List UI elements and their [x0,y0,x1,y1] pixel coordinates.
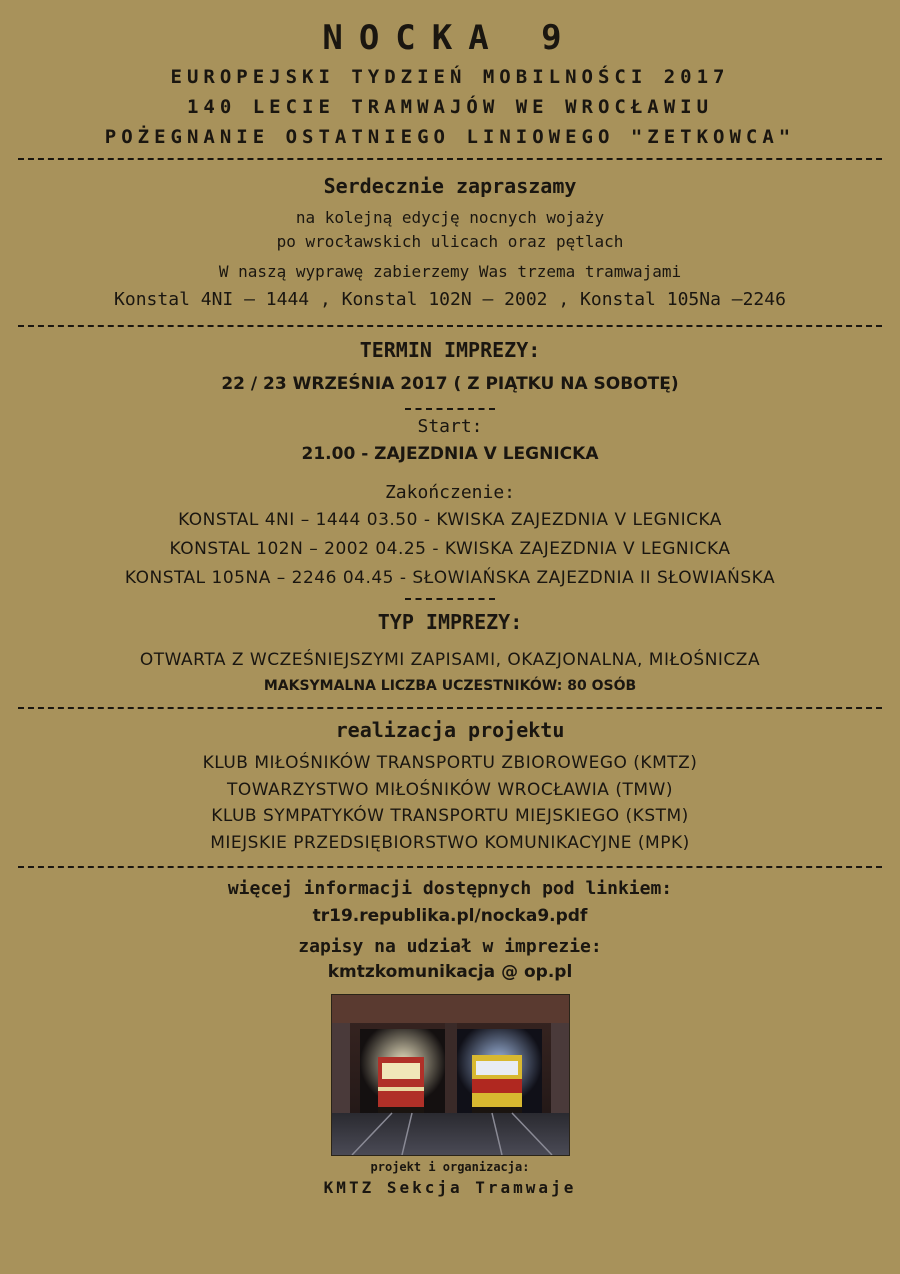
more-info-label: więcej informacji dostępnych pod linkiem: [227,878,673,899]
signup-label: zapisy na udział w imprezie: [298,936,602,957]
realization-heading: realizacja projektu [335,718,565,742]
type-description: OTWARTA Z WCZEŚNIEJSZYMI ZAPISAMI, OKAZJONALNA, MIŁOŚNICZA [139,650,761,670]
end-label: Zakończenie: [384,482,516,503]
start-info: 21.00 - ZAJEZDNIA V LEGNICKA [301,444,599,464]
end-row: KONSTAL 102N – 2002 04.25 - KWISKA ZAJEZDNIA V LEGNICKA [169,539,731,559]
header-line-anniversary: 140 LECIE TRAMWAJÓW WE WROCŁAWIU [186,96,714,118]
max-participants: MAKSYMALNA LICZBA UCZESTNIKÓW: 80 OSÓB [263,678,637,694]
invite-heading: Serdecznie zapraszamy [323,174,577,198]
header-line-farewell: POŻEGNANIE OSTATNIEGO LINIOWEGO "ZETKOWCA" [104,126,796,148]
more-info-link[interactable]: tr19.republika.pl/nocka9.pdf [312,906,588,926]
event-date: 22 / 23 WRZEŚNIA 2017 ( Z PIĄTKU NA SOBOTĘ) [221,374,679,394]
divider [18,325,882,327]
organizer-item: KLUB SYMPATYKÓW TRANSPORTU MIEJSKIEGO (KSTM) [211,806,689,826]
type-heading: TYP IMPREZY: [377,610,523,634]
organizer-item: KLUB MIŁOŚNIKÓW TRANSPORTU ZBIOROWEGO (KMTZ) [202,753,698,773]
invite-line: W naszą wyprawę zabierzemy Was trzema tramwajami [218,262,682,281]
short-divider [405,598,495,600]
end-row: KONSTAL 105NA – 2246 04.45 - SŁOWIAŃSKA ZAJEZDNIA II SŁOWIAŃSKA [124,568,776,588]
invite-line: po wrocławskich ulicach oraz pętlach [276,232,624,251]
short-divider [405,408,495,410]
poster-title: NOCKA 9 [322,18,578,58]
organizer-item: MIEJSKIE PRZEDSIĘBIORSTWO KOMUNIKACYJNE (MPK) [210,833,690,853]
tram-depot-photo [331,994,570,1156]
divider [18,866,882,868]
organizer-item: TOWARZYSTWO MIŁOŚNIKÓW WROCŁAWIA (TMW) [227,780,673,800]
organization-label: projekt i organizacja: [370,1160,530,1174]
header-line-mobility-week: EUROPEJSKI TYDZIEŃ MOBILNOŚCI 2017 [170,66,730,88]
tram-list: Konstal 4NI – 1444 , Konstal 102N – 2002 , Konstal 105Na –2246 [114,289,786,310]
invite-line: na kolejną edycję nocnych wojaży [295,208,605,227]
start-label: Start: [417,416,483,437]
signup-email[interactable]: kmtzkomunikacja @ op.pl [327,962,573,982]
divider [18,707,882,709]
term-heading: TERMIN IMPREZY: [359,338,541,362]
end-row: KONSTAL 4NI – 1444 03.50 - KWISKA ZAJEZDNIA V LEGNICKA [178,510,722,530]
organization-name: KMTZ Sekcja Tramwaje [323,1178,577,1197]
divider [18,158,882,160]
